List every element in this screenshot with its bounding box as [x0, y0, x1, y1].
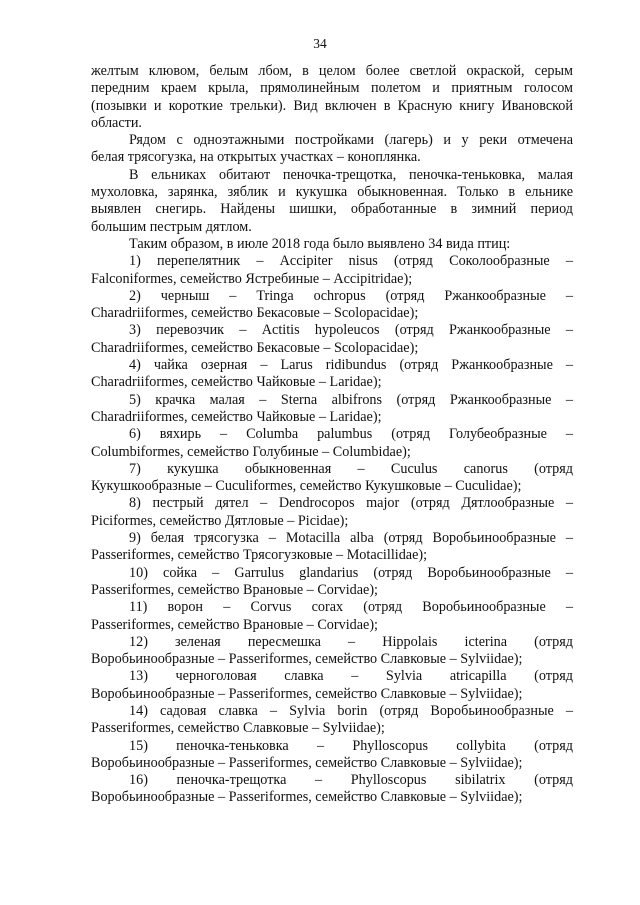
species-line-2: Воробьинообразные – Passeriformes, семейство Славковые – Sylviidae);	[91, 789, 523, 806]
species-item	[91, 357, 573, 392]
species-line-2: Кукушкообразные – Cuculiformes, семейство Кукушковые – Cuculidae);	[91, 478, 522, 495]
paragraph-line: Рядом с одноэтажными постройками (лагерь) и у реки отмечена	[129, 132, 573, 149]
species-line-1: 3) перевозчик – Actitis hypoleucos (отряд Ржанкообразные –	[129, 322, 573, 339]
species-line-2: Piciformes, семейство Дятловые – Picidae);	[91, 512, 349, 529]
species-list	[91, 253, 573, 807]
species-line-2: Falconiformes, семейство Ястребиные – Accipitridae);	[91, 270, 413, 287]
species-item	[91, 634, 573, 669]
species-line-1: 11) ворон – Corvus corax (отряд Воробьинообразные –	[129, 599, 573, 616]
paragraph-line: желтым клювом, белым лбом, в целом более светлой окраской, серым	[91, 63, 573, 79]
species-line-1: 13) черноголовая славка – Sylvia atricapilla (отряд	[129, 668, 573, 685]
species-item	[91, 322, 573, 357]
species-line-2: Passeriformes, семейство Врановые – Corvidae);	[91, 616, 378, 633]
paragraph	[91, 167, 573, 236]
species-line-2: Воробьинообразные – Passeriformes, семейство Славковые – Sylviidae);	[91, 651, 523, 668]
paragraph-line: (позывки и короткие трельки). Вид включен в Красную книгу Ивановской	[91, 97, 573, 114]
paragraph-line: В ельниках обитают пеночка-трещотка, пеночка-теньковка, малая	[129, 166, 573, 183]
species-item	[91, 599, 573, 634]
species-line-2: Charadriiformes, семейство Бекасовые – Scolopacidae);	[91, 339, 419, 356]
species-line-1: 6) вяхирь – Columba palumbus (отряд Голубеобразные –	[129, 426, 573, 443]
species-item	[91, 495, 573, 530]
intro-paragraphs	[91, 63, 573, 253]
paragraph	[91, 132, 573, 167]
species-line-2: Charadriiformes, семейство Чайковые – Laridae);	[91, 374, 382, 391]
paragraph	[91, 63, 573, 132]
species-item	[91, 772, 573, 807]
species-line-1: 5) крачка малая – Sterna albifrons (отряд Ржанкообразные –	[129, 391, 573, 408]
species-line-2: Columbiformes, семейство Голубиные – Columbidae);	[91, 443, 411, 460]
species-item	[91, 288, 573, 323]
species-line-1: 1) перепелятник – Accipiter nisus (отряд Соколообразные –	[129, 253, 573, 270]
paragraph-line: белая трясогузка, на открытых участках – коноплянка.	[91, 149, 421, 166]
species-item	[91, 253, 573, 288]
species-item	[91, 738, 573, 773]
species-item	[91, 530, 573, 565]
species-line-2: Passeriformes, семейство Славковые – Sylviidae);	[91, 720, 385, 737]
paragraph-line: передним краем крыла, прямолинейным полетом и приятным голосом	[91, 80, 573, 97]
paragraph-line: области.	[91, 114, 142, 131]
species-line-1: 9) белая трясогузка – Motacilla alba (отряд Воробьинообразные –	[129, 530, 573, 547]
paragraph-line: мухоловка, зарянка, зяблик и кукушка обыкновенная. Только в ельнике	[91, 184, 573, 201]
species-line-1: 15) пеночка-теньковка – Phylloscopus collybita (отряд	[129, 737, 573, 754]
species-item	[91, 565, 573, 600]
species-line-2: Passeriformes, семейство Трясогузковые – Motacillidae);	[91, 547, 428, 564]
page-number: 34	[313, 36, 327, 51]
species-line-2: Воробьинообразные – Passeriformes, семейство Славковые – Sylviidae);	[91, 685, 523, 702]
species-line-2: Charadriiformes, семейство Бекасовые – Scolopacidae);	[91, 305, 419, 322]
species-line-2: Passeriformes, семейство Врановые – Corvidae);	[91, 581, 378, 598]
species-line-1: 12) зеленая пересмешка – Hippolais icterina (отряд	[129, 633, 573, 650]
species-line-1: 2) черныш – Tringa ochropus (отряд Ржанкообразные –	[129, 287, 573, 304]
species-line-2: Charadriiformes, семейство Чайковые – Laridae);	[91, 408, 382, 425]
species-line-1: 7) кукушка обыкновенная – Cuculus canorus (отряд	[129, 460, 573, 477]
paragraph-line: Таким образом, в июле 2018 года было выявлено 34 вида птиц:	[129, 235, 511, 252]
species-line-2: Воробьинообразные – Passeriformes, семейство Славковые – Sylviidae);	[91, 754, 523, 771]
paragraph-line: большим пестрым дятлом.	[91, 218, 252, 235]
species-item	[91, 461, 573, 496]
species-line-1: 8) пестрый дятел – Dendrocopos major (отряд Дятлообразные –	[129, 495, 573, 512]
species-line-1: 10) сойка – Garrulus glandarius (отряд Воробьинообразные –	[129, 564, 573, 581]
paragraph	[91, 236, 573, 253]
species-item	[91, 668, 573, 703]
species-line-1: 16) пеночка-трещотка – Phylloscopus sibilatrix (отряд	[129, 772, 573, 789]
species-item	[91, 703, 573, 738]
species-line-1: 4) чайка озерная – Larus ridibundus (отряд Ржанкообразные –	[129, 357, 573, 374]
paragraph-line: выявлен снегирь. Найдены шишки, обработанные в зимний период	[91, 201, 573, 218]
species-item	[91, 392, 573, 427]
body-text	[91, 63, 573, 807]
species-line-1: 14) садовая славка – Sylvia borin (отряд Воробьинообразные –	[129, 702, 573, 719]
species-item	[91, 426, 573, 461]
